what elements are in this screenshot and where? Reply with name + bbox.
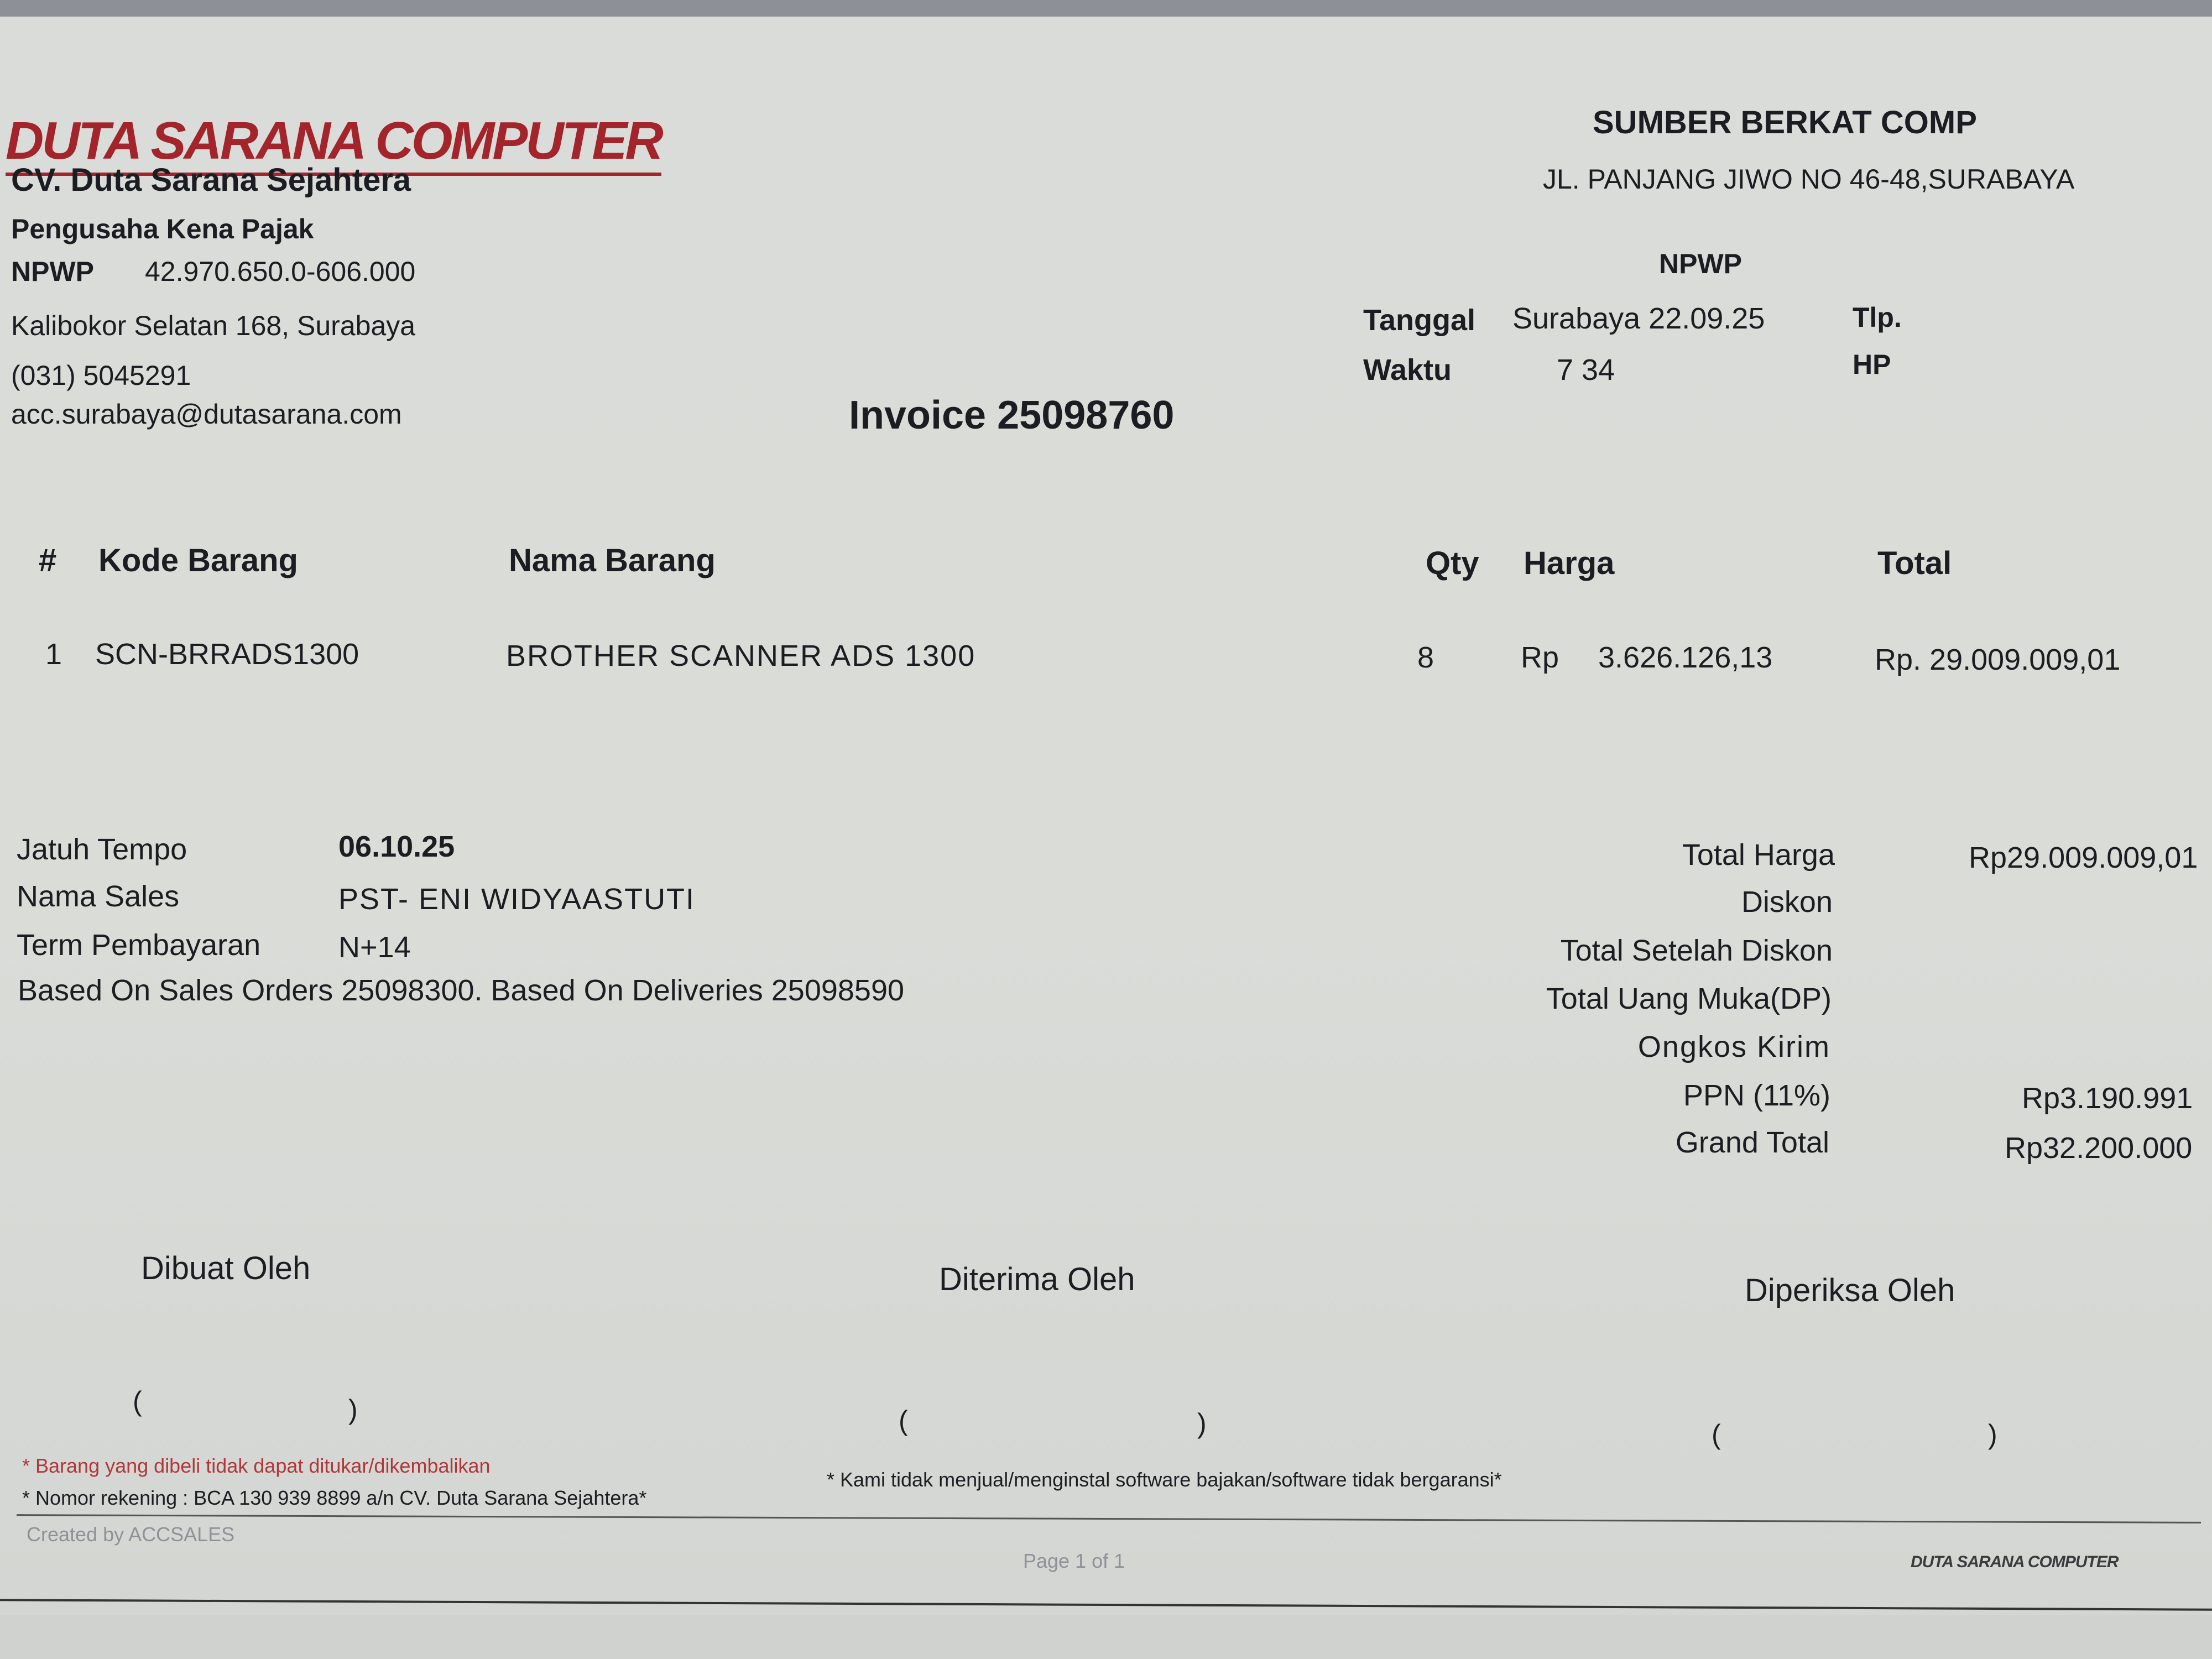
row-qty: 8	[1417, 641, 1434, 674]
row-total: Rp. 29.009.009,01	[1875, 643, 2121, 676]
col-header-nama: Nama Barang	[509, 542, 716, 578]
signature-diterima-label: Diterima Oleh	[939, 1261, 1135, 1297]
page-bottom-line	[0, 1599, 2212, 1610]
col-header-kode: Kode Barang	[98, 542, 298, 578]
col-header-total: Total	[1877, 545, 1952, 581]
seller-npwp-value: 42.970.650.0-606.000	[145, 256, 416, 287]
footer-divider	[17, 1514, 2201, 1524]
signature-dibuat-open: (	[133, 1386, 142, 1417]
col-header-harga: Harga	[1524, 545, 1615, 581]
term-value: N+14	[338, 931, 411, 964]
footer-logo: DUTA SARANA COMPUTER	[1911, 1553, 2119, 1571]
ppn-label: PPN (11%)	[1683, 1079, 1830, 1112]
signature-diperiksa-open: (	[1712, 1419, 1721, 1450]
seller-email: acc.surabaya@dutasarana.com	[11, 399, 402, 430]
sales-label: Nama Sales	[17, 880, 180, 913]
note-software: * Kami tidak menjual/menginstal software bajakan/software tidak bergaransi*	[827, 1468, 1502, 1491]
seller-logo: DUTA SARANA COMPUTER	[6, 111, 661, 176]
footer-page-number: Page 1 of 1	[1023, 1550, 1125, 1572]
seller-tax-status: Pengusaha Kena Pajak	[11, 213, 314, 244]
jatuh-tempo-value: 06.10.25	[338, 830, 455, 863]
row-no: 1	[45, 638, 62, 671]
col-header-qty: Qty	[1426, 545, 1479, 581]
ppn-value: Rp3.190.991	[2022, 1082, 2193, 1115]
grand-total-label: Grand Total	[1675, 1126, 1829, 1159]
row-nama: BROTHER SCANNER ADS 1300	[506, 639, 976, 672]
seller-npwp-label: NPWP	[11, 256, 94, 287]
seller-address: Kalibokor Selatan 168, Surabaya	[11, 310, 416, 341]
row-kode: SCN-BRRADS1300	[95, 638, 359, 671]
based-on: Based On Sales Orders 25098300. Based On Deliveries 25098590	[18, 974, 905, 1007]
signature-diterima-open: (	[899, 1405, 908, 1436]
invoice-title: Invoice 25098760	[849, 393, 1175, 437]
signature-diperiksa-close: )	[1988, 1419, 1997, 1450]
tlp-label: Tlp.	[1853, 302, 1902, 333]
signature-diperiksa-label: Diperiksa Oleh	[1745, 1272, 1955, 1308]
jatuh-tempo-label: Jatuh Tempo	[17, 833, 187, 866]
invoice-paper	[0, 17, 2212, 1615]
seller-company: CV. Duta Sarana Sejahtera	[11, 162, 411, 198]
total-harga-label: Total Harga	[1682, 838, 1835, 872]
tanggal-value: Surabaya 22.09.25	[1512, 302, 1765, 335]
sales-value: PST- ENI WIDYAASTUTI	[338, 883, 696, 916]
total-harga-value: Rp29.009.009,01	[1969, 841, 2198, 874]
ongkos-kirim-label: Ongkos Kirim	[1637, 1030, 1830, 1063]
diskon-label: Diskon	[1741, 885, 1833, 919]
waktu-value: 7 34	[1557, 353, 1615, 387]
signature-diterima-close: )	[1197, 1408, 1207, 1439]
signature-dibuat-label: Dibuat Oleh	[141, 1250, 311, 1286]
col-header-no: #	[39, 542, 57, 578]
term-label: Term Pembayaran	[17, 928, 261, 962]
grand-total-value: Rp32.200.000	[2005, 1131, 2193, 1165]
hp-label: HP	[1853, 349, 1891, 380]
customer-name: SUMBER BERKAT COMP	[1593, 105, 1977, 140]
seller-phone: (031) 5045291	[11, 360, 191, 391]
row-harga: 3.626.126,13	[1598, 641, 1773, 674]
customer-address: JL. PANJANG JIWO NO 46-48,SURABAYA	[1543, 164, 2075, 195]
waktu-label: Waktu	[1363, 353, 1452, 387]
note-bank-account: * Nomor rekening : BCA 130 939 8899 a/n CV. Duta Sarana Sejahtera*	[22, 1486, 647, 1509]
signature-dibuat-close: )	[348, 1394, 358, 1425]
tanggal-label: Tanggal	[1363, 304, 1476, 337]
row-harga-currency: Rp	[1521, 641, 1559, 674]
uang-muka-label: Total Uang Muka(DP)	[1546, 982, 1832, 1015]
setelah-diskon-label: Total Setelah Diskon	[1560, 934, 1833, 967]
note-return: * Barang yang dibeli tidak dapat ditukar/dikembalikan	[22, 1454, 491, 1477]
footer-created-by: Created by ACCSALES	[27, 1523, 235, 1546]
customer-npwp-label: NPWP	[1659, 248, 1742, 279]
